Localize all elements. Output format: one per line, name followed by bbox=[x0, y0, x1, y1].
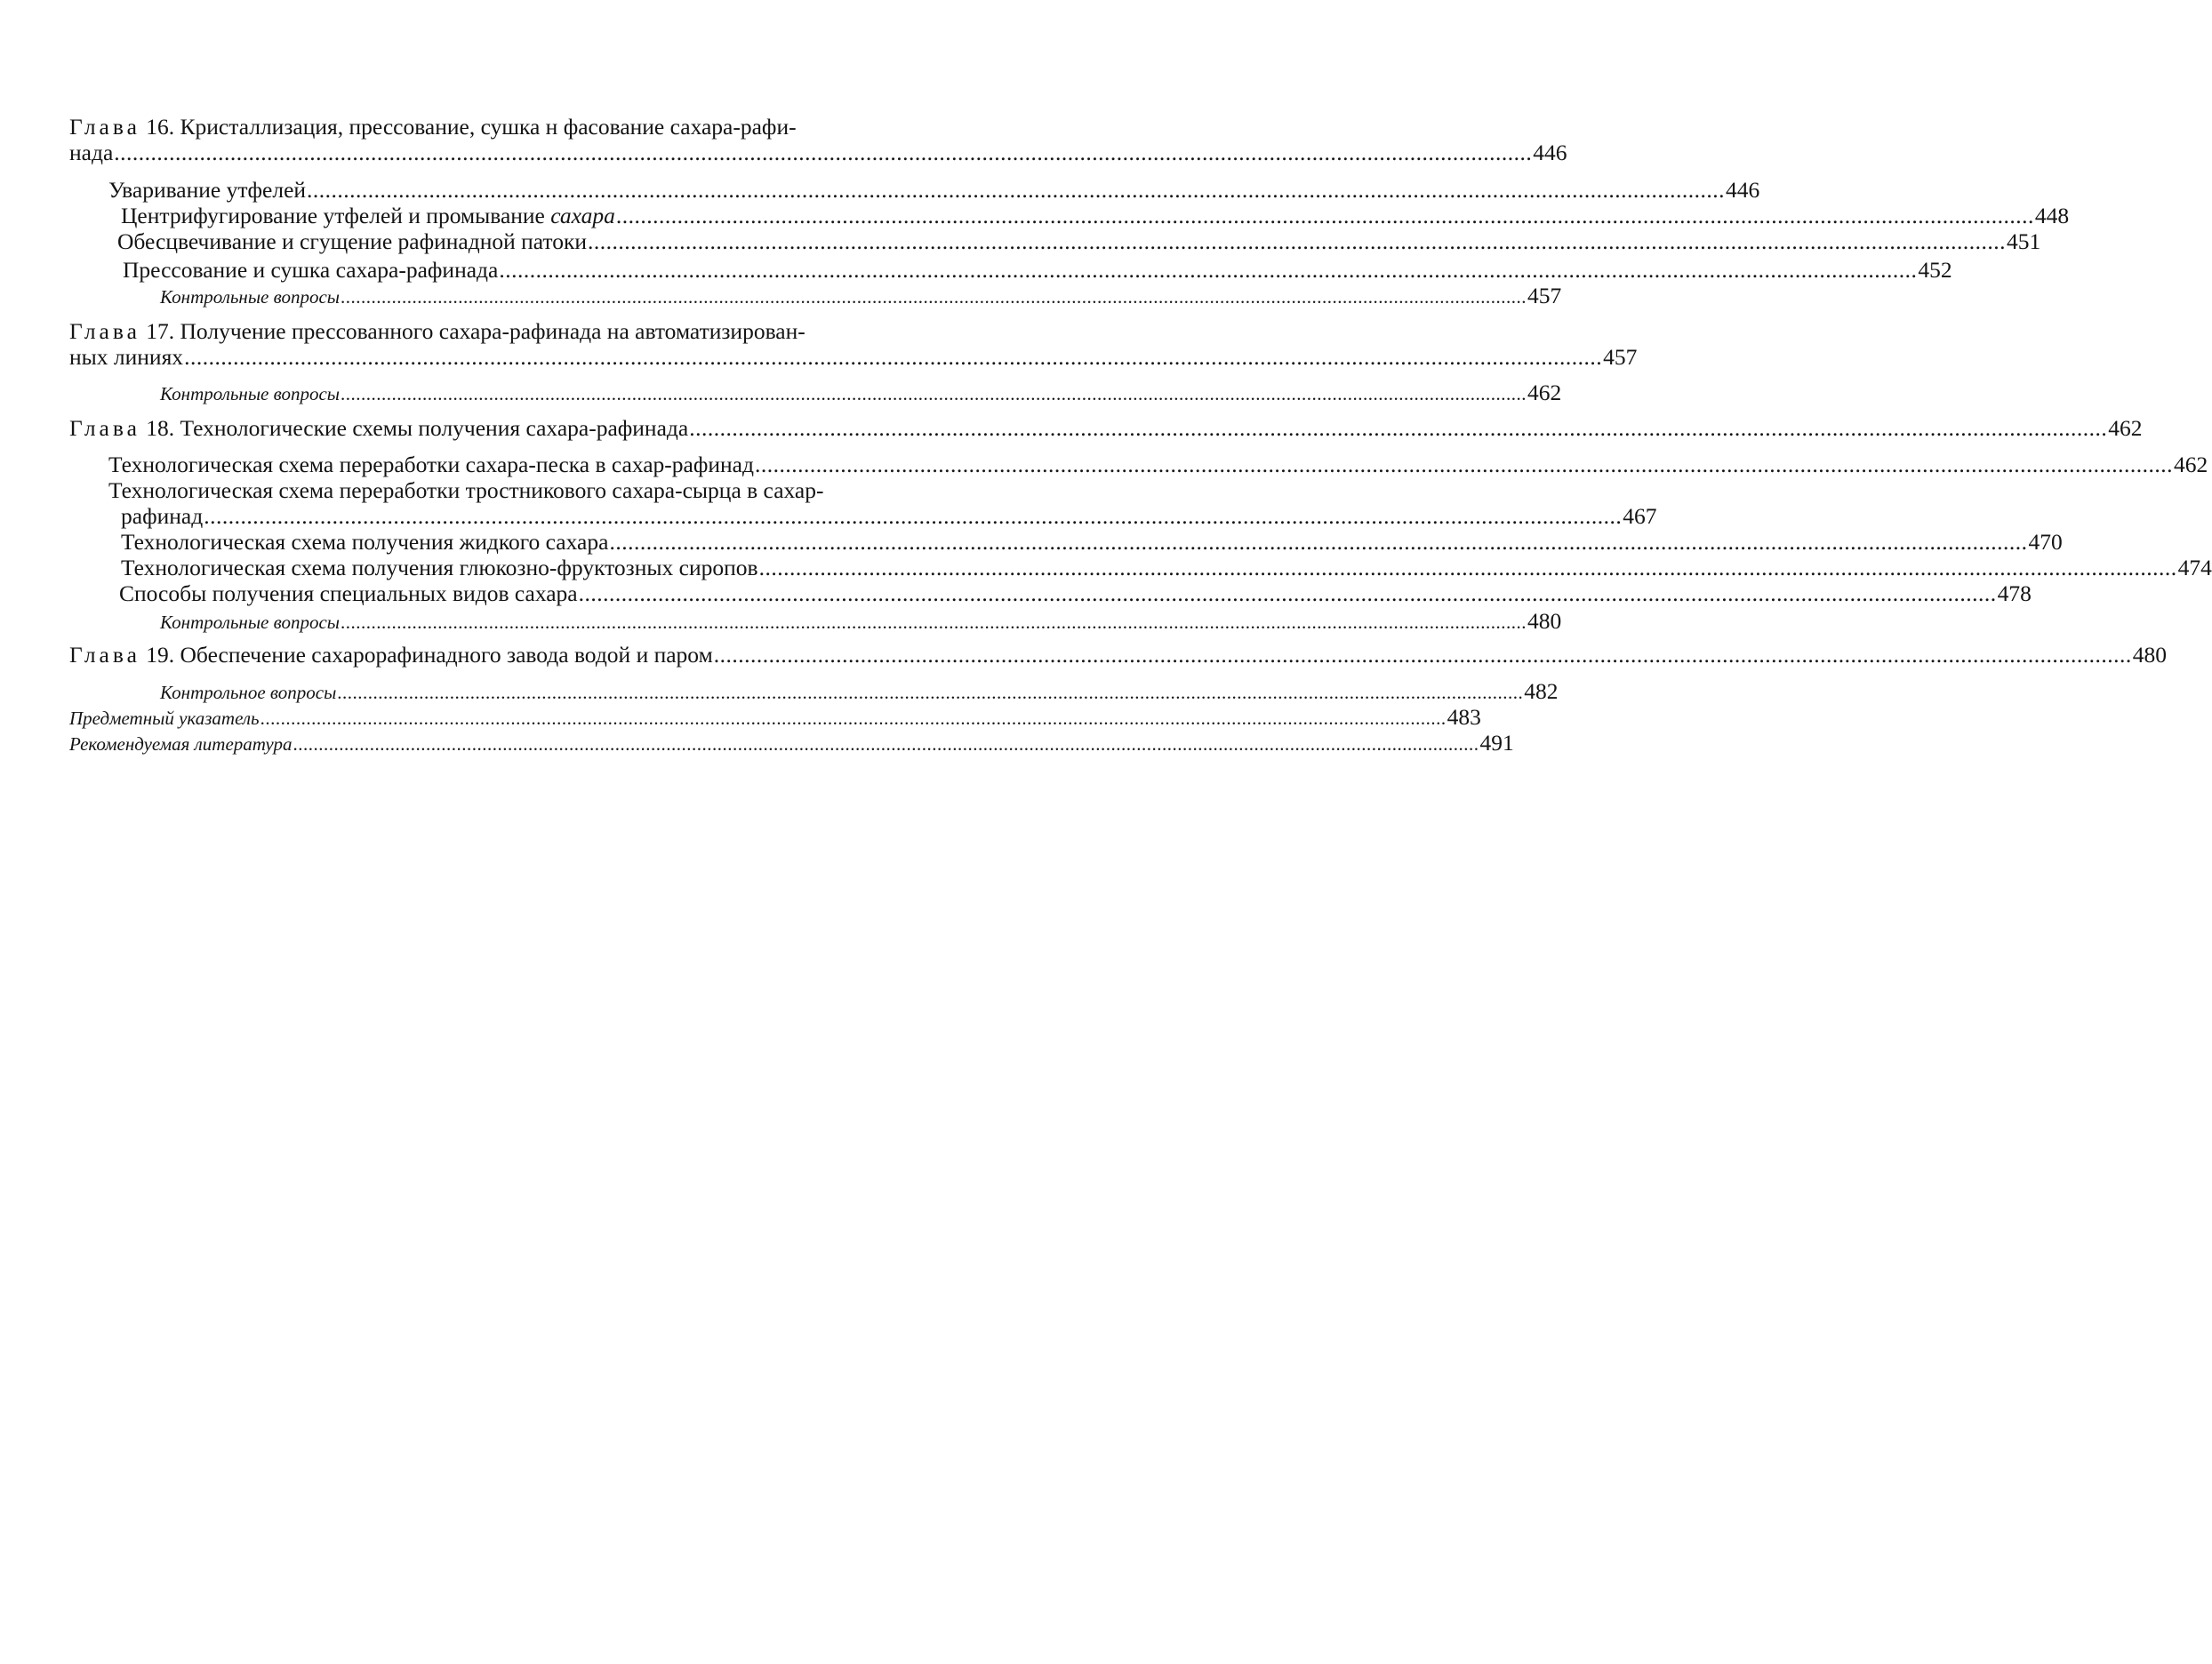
section-title: Способы получения специальных видов сахара bbox=[119, 580, 578, 606]
section-title: Технологическая схема переработки тростникового сахара-сырца в сахар- bbox=[108, 477, 824, 503]
chapter-label: Глава bbox=[69, 318, 140, 344]
leader-dots: ........................................................................................................................................................................................................................................ bbox=[689, 415, 2108, 441]
toc-entry bbox=[160, 283, 1562, 309]
leader-dots: ........................................................................................................................................................................................................................................ bbox=[114, 140, 1533, 165]
toc-entry bbox=[121, 203, 2070, 229]
chapter-label: Глава bbox=[69, 114, 140, 140]
section-title: Контрольное вопросы bbox=[160, 682, 337, 703]
chapter-17-title: 17. Получение прессованного сахара-рафинада на автоматизирован- bbox=[140, 318, 805, 344]
index-page: 483 bbox=[1447, 704, 1481, 730]
section-title: Контрольные вопросы bbox=[160, 612, 341, 633]
leader-dots: ........................................................................................................................................................................................................................................ bbox=[609, 529, 2028, 555]
toc-entry bbox=[119, 580, 2032, 607]
literature-page: 491 bbox=[1479, 730, 1514, 756]
leader-dots: ........................................................................................................................................................................................................................................ bbox=[341, 612, 1527, 633]
toc-entry-literature bbox=[69, 730, 1514, 756]
section-title: Центрифугирование утфелей и промывание сахара bbox=[121, 203, 615, 228]
section-title: Технологическая схема переработки сахара-песка в сахар-рафинад bbox=[108, 452, 754, 477]
chapter-19-page: 480 bbox=[2132, 642, 2167, 668]
toc-entry bbox=[160, 678, 1559, 705]
leader-dots: ........................................................................................................................................................................................................................................ bbox=[204, 503, 1623, 529]
section-title: Прессование и сушка сахара-рафинада bbox=[123, 257, 499, 283]
leader-dots: ........................................................................................................................................................................................................................................ bbox=[341, 286, 1527, 308]
toc-entry bbox=[117, 228, 2041, 255]
chapter-17-title-cont: ных линиях bbox=[69, 344, 184, 370]
leader-dots: ........................................................................................................................................................................................................................................ bbox=[758, 555, 2177, 580]
chapter-16-title-line2 bbox=[69, 140, 1567, 166]
leader-dots: ........................................................................................................................................................................................................................................ bbox=[184, 344, 1603, 370]
leader-dots: ........................................................................................................................................................................................................................................ bbox=[307, 177, 1726, 203]
section-title-cont: рафинад bbox=[121, 503, 204, 529]
toc-entry bbox=[108, 177, 1760, 204]
section-page: 452 bbox=[1918, 257, 1952, 283]
section-page: 474 bbox=[2177, 555, 2212, 580]
toc-entry bbox=[123, 257, 1952, 284]
toc-entry bbox=[160, 608, 1562, 635]
chapter-16-title-line1 bbox=[69, 114, 797, 140]
leader-dots: ........................................................................................................................................................................................................................................ bbox=[615, 203, 2034, 228]
toc-entry bbox=[108, 452, 2208, 478]
chapter-label: Глава bbox=[69, 642, 140, 668]
toc-entry bbox=[160, 380, 1562, 406]
section-page: 482 bbox=[1524, 678, 1559, 704]
leader-dots: ........................................................................................................................................................................................................................................ bbox=[293, 733, 1479, 755]
chapter-18-title: Глава 18. Технологические схемы получения сахара-рафинада ........................................................................................................................................................................................................................................ 462 bbox=[69, 415, 2143, 441]
chapter-17-title-line1 bbox=[69, 318, 805, 345]
chapter-17-page: 457 bbox=[1603, 344, 1638, 370]
chapter-16-page: 446 bbox=[1533, 140, 1567, 165]
toc-entry-line1 bbox=[108, 477, 823, 504]
chapter-17-title-line2 bbox=[69, 344, 1638, 371]
literature-title: Рекомендуемая литература bbox=[69, 733, 293, 755]
section-title: Обесцвечивание и сгущение рафинадной патоки bbox=[117, 228, 588, 254]
section-page: 446 bbox=[1726, 177, 1760, 203]
section-page: 462 bbox=[2173, 452, 2208, 477]
section-title: Технологическая схема получения глюкозно-фруктозных сиропов bbox=[121, 555, 758, 580]
section-page: 451 bbox=[2007, 228, 2041, 254]
toc-entry-line2 bbox=[121, 503, 1657, 530]
leader-dots: ........................................................................................................................................................................................................................................ bbox=[260, 708, 1447, 729]
leader-dots: ........................................................................................................................................................................................................................................ bbox=[499, 257, 1918, 283]
section-page: 478 bbox=[1997, 580, 2032, 606]
section-page: 467 bbox=[1623, 503, 1657, 529]
section-page: 448 bbox=[2034, 203, 2070, 228]
leader-dots: ........................................................................................................................................................................................................................................ bbox=[713, 642, 2132, 668]
leader-dots: ........................................................................................................................................................................................................................................ bbox=[754, 452, 2173, 477]
section-page: 462 bbox=[1527, 380, 1562, 405]
chapter-18-page: 462 bbox=[2108, 415, 2143, 441]
section-title: Контрольные вопросы bbox=[160, 286, 341, 308]
toc-entry-index bbox=[69, 704, 1481, 731]
section-title: Уваривание утфелей bbox=[108, 177, 307, 203]
toc-entry bbox=[121, 529, 2063, 556]
chapter-label: Глава bbox=[69, 415, 140, 441]
section-page: 480 bbox=[1527, 608, 1562, 634]
section-page: 470 bbox=[2028, 529, 2063, 555]
leader-dots: ........................................................................................................................................................................................................................................ bbox=[578, 580, 1997, 606]
leader-dots: ........................................................................................................................................................................................................................................ bbox=[588, 228, 2007, 254]
chapter-19-title: Глава 19. Обеспечение сахарорафинадного завода водой и паром ........................................................................................................................................................................................................................................ 480 bbox=[69, 642, 2167, 668]
toc-entry bbox=[121, 555, 2212, 581]
section-title: Технологическая схема получения жидкого сахара bbox=[121, 529, 609, 555]
leader-dots: ........................................................................................................................................................................................................................................ bbox=[341, 383, 1527, 404]
section-title: Контрольные вопросы bbox=[160, 383, 341, 404]
chapter-16-title-cont: нада bbox=[69, 140, 114, 165]
index-title: Предметный указатель bbox=[69, 708, 260, 729]
leader-dots: ........................................................................................................................................................................................................................................ bbox=[337, 682, 1524, 703]
chapter-16-title: 16. Кристаллизация, прессование, сушка н фасование сахара-рафи- bbox=[140, 114, 797, 140]
section-page: 457 bbox=[1527, 283, 1562, 308]
